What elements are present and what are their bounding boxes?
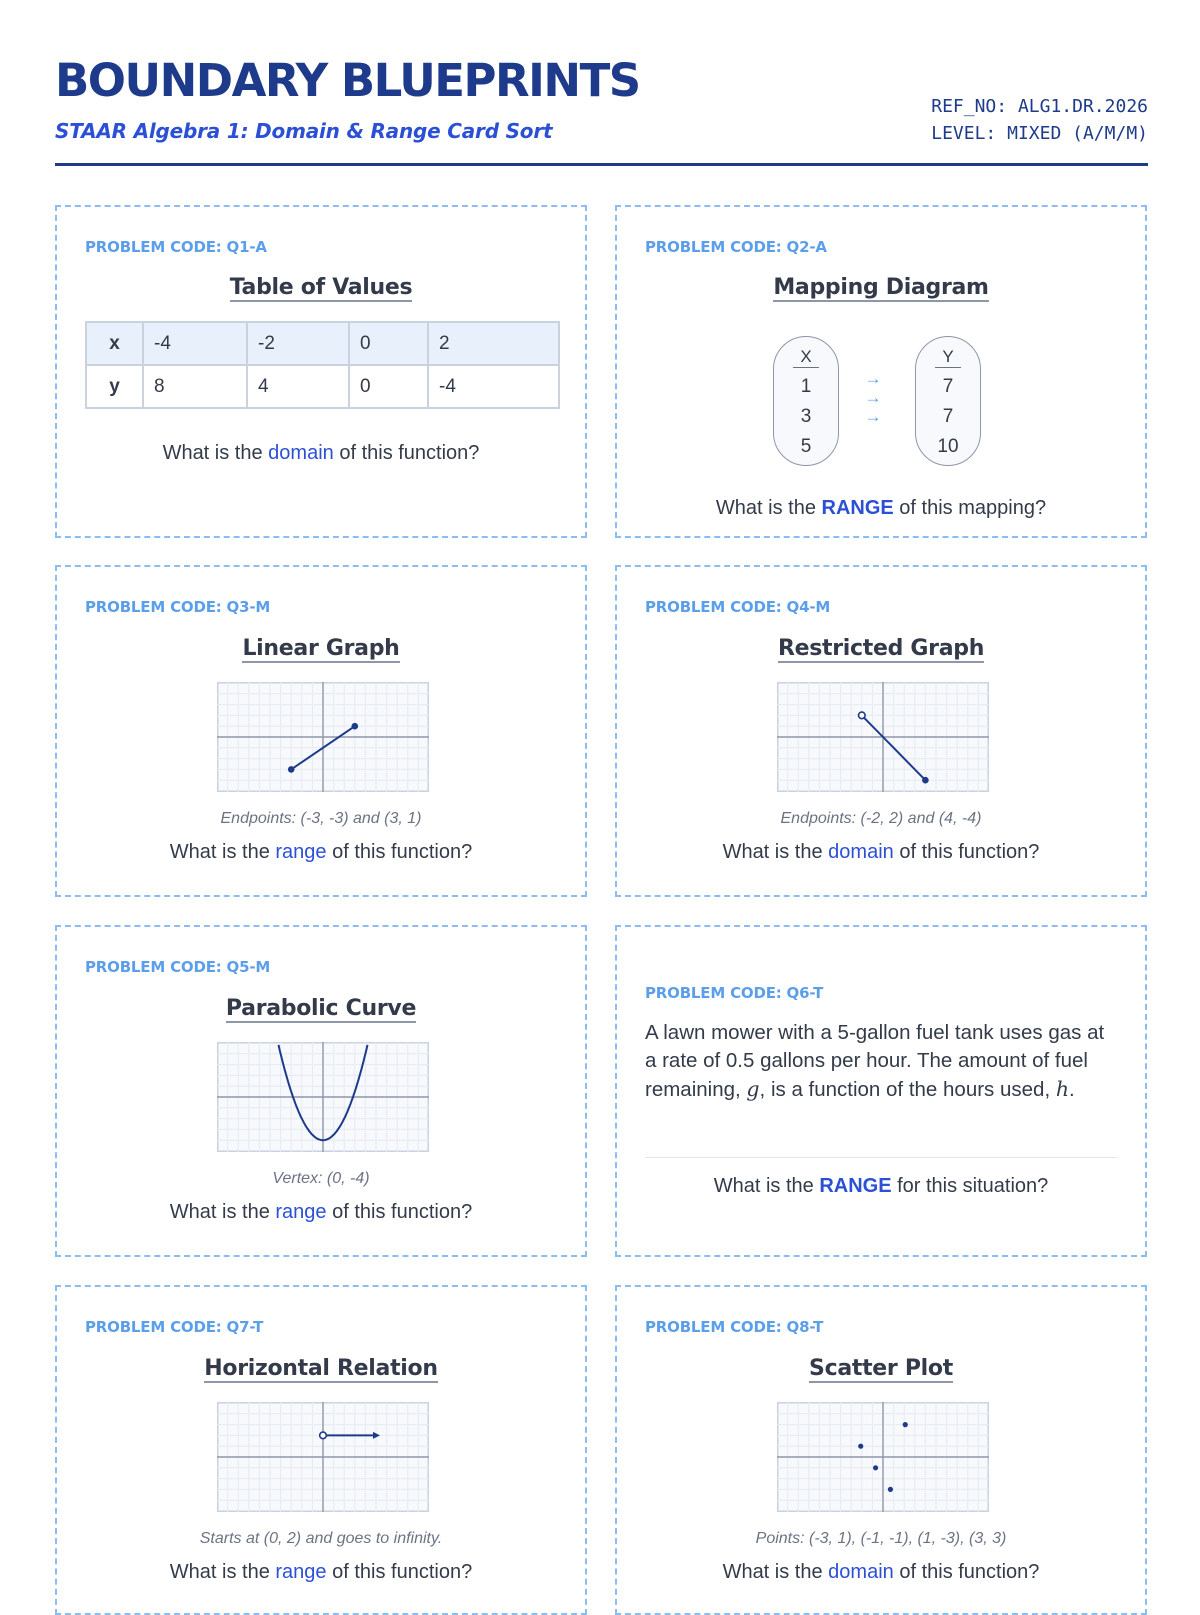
horizontal-ray-graph xyxy=(217,1402,429,1512)
table-cell: -2 xyxy=(247,322,349,365)
scatter-point xyxy=(873,1465,878,1470)
table-row xyxy=(86,322,559,365)
page-subtitle: STAAR Algebra 1: Domain & Range Card Sort xyxy=(55,119,553,143)
problem-code: PROBLEM CODE: Q4-M xyxy=(645,598,831,616)
question-text: What is the range of this function? xyxy=(169,1201,473,1223)
reference-block xyxy=(931,93,1148,147)
card-title: Mapping Diagram xyxy=(773,275,989,300)
open-endpoint xyxy=(859,712,866,719)
question-text: What is the range of this function? xyxy=(169,1561,473,1583)
open-endpoint xyxy=(320,1432,327,1439)
word-problem: A lawn mower with a 5-gallon fuel tank uses gas at a rate of 0.5 gallons per hour. The amount of fuel remaining, g, is a function of the hours used, h. xyxy=(645,1021,1105,1101)
divider xyxy=(645,1157,1117,1158)
problem-code: PROBLEM CODE: Q5-M xyxy=(85,958,271,976)
mapping-domain-oval xyxy=(773,336,839,466)
question-keyword: range xyxy=(275,841,327,863)
mapping-value: 7 xyxy=(942,376,954,397)
question-keyword: domain xyxy=(828,1561,894,1583)
card-q5 xyxy=(55,925,587,1257)
card-title: Linear Graph xyxy=(242,636,400,661)
scatter-point xyxy=(888,1487,893,1492)
card-q8 xyxy=(615,1285,1147,1615)
question-text: What is the range of this function? xyxy=(169,841,473,863)
mapping-x-header: X xyxy=(793,347,819,368)
scatter-point xyxy=(903,1422,908,1427)
level-label: LEVEL: MIXED (A/M/M) xyxy=(931,123,1148,144)
question-text: What is the RANGE of this mapping? xyxy=(715,497,1047,519)
table-cell: x xyxy=(86,322,143,365)
table-cell: 4 xyxy=(247,365,349,408)
graph-note: Starts at (0, 2) and goes to infinity. xyxy=(199,1530,443,1547)
card-q1 xyxy=(55,205,587,538)
table-cell: 0 xyxy=(349,322,428,365)
page-header xyxy=(55,55,1148,166)
variable-g: g xyxy=(746,1077,760,1101)
problem-code: PROBLEM CODE: Q2-A xyxy=(645,238,827,256)
closed-endpoint xyxy=(352,723,359,730)
mapping-value: 3 xyxy=(800,406,812,427)
arrow-icon: → xyxy=(864,388,882,407)
ref-number: REF_NO: ALG1.DR.2026 xyxy=(931,96,1148,117)
parabola-graph xyxy=(217,1042,429,1152)
question-keyword: range xyxy=(275,1561,327,1583)
card-q7 xyxy=(55,1285,587,1615)
question-text: What is the domain of this function? xyxy=(722,1561,1040,1583)
table-cell: y xyxy=(86,365,143,408)
values-table xyxy=(85,321,560,409)
problem-code: PROBLEM CODE: Q1-A xyxy=(85,238,267,256)
table-cell: -4 xyxy=(143,322,247,365)
arrow-icon: → xyxy=(864,407,882,426)
problem-code: PROBLEM CODE: Q8-T xyxy=(645,1318,824,1336)
card-q6 xyxy=(615,925,1147,1257)
table-cell: 0 xyxy=(349,365,428,408)
page-title: BOUNDARY BLUEPRINTS xyxy=(55,54,640,107)
mapping-value: 5 xyxy=(800,436,812,457)
problem-code: PROBLEM CODE: Q3-M xyxy=(85,598,271,616)
closed-endpoint xyxy=(922,777,929,784)
question-keyword: RANGE xyxy=(819,1175,892,1197)
graph-note: Vertex: (0, -4) xyxy=(272,1170,370,1187)
scatter-point xyxy=(858,1444,863,1449)
table-row xyxy=(86,365,559,408)
card-title: Parabolic Curve xyxy=(225,996,417,1021)
mapping-value: 7 xyxy=(942,406,954,427)
mapping-arrows xyxy=(861,369,885,426)
mapping-value: 1 xyxy=(800,376,812,397)
linear-graph xyxy=(217,682,429,792)
graph-note: Endpoints: (-3, -3) and (3, 1) xyxy=(220,810,422,827)
card-title: Table of Values xyxy=(229,275,413,300)
question-keyword: domain xyxy=(268,442,334,464)
graph-note: Endpoints: (-2, 2) and (4, -4) xyxy=(780,810,982,827)
restricted-graph xyxy=(777,682,989,792)
question-text: What is the domain of this function? xyxy=(722,841,1040,863)
question-text: What is the RANGE for this situation? xyxy=(713,1175,1049,1197)
table-cell: 2 xyxy=(428,322,559,365)
mapping-range-oval xyxy=(915,336,981,466)
question-text: What is the domain of this function? xyxy=(162,442,480,464)
card-title: Restricted Graph xyxy=(777,636,985,661)
table-cell: -4 xyxy=(428,365,559,408)
problem-code: PROBLEM CODE: Q6-T xyxy=(645,984,824,1002)
mapping-y-header: Y xyxy=(935,347,961,368)
question-keyword: domain xyxy=(828,841,894,863)
scatter-graph xyxy=(777,1402,989,1512)
card-title: Horizontal Relation xyxy=(204,1356,438,1381)
closed-endpoint xyxy=(288,766,295,773)
graph-note: Points: (-3, 1), (-1, -1), (1, -3), (3, 3) xyxy=(755,1530,1007,1547)
table-cell: 8 xyxy=(143,365,247,408)
question-keyword: RANGE xyxy=(821,497,894,519)
variable-h: h xyxy=(1055,1077,1070,1101)
card-title: Scatter Plot xyxy=(809,1356,953,1381)
card-q3 xyxy=(55,565,587,897)
mapping-value: 10 xyxy=(937,436,959,457)
card-q2 xyxy=(615,205,1147,538)
question-keyword: range xyxy=(275,1201,327,1223)
card-q4 xyxy=(615,565,1147,897)
arrow-icon: → xyxy=(864,369,882,388)
problem-code: PROBLEM CODE: Q7-T xyxy=(85,1318,264,1336)
